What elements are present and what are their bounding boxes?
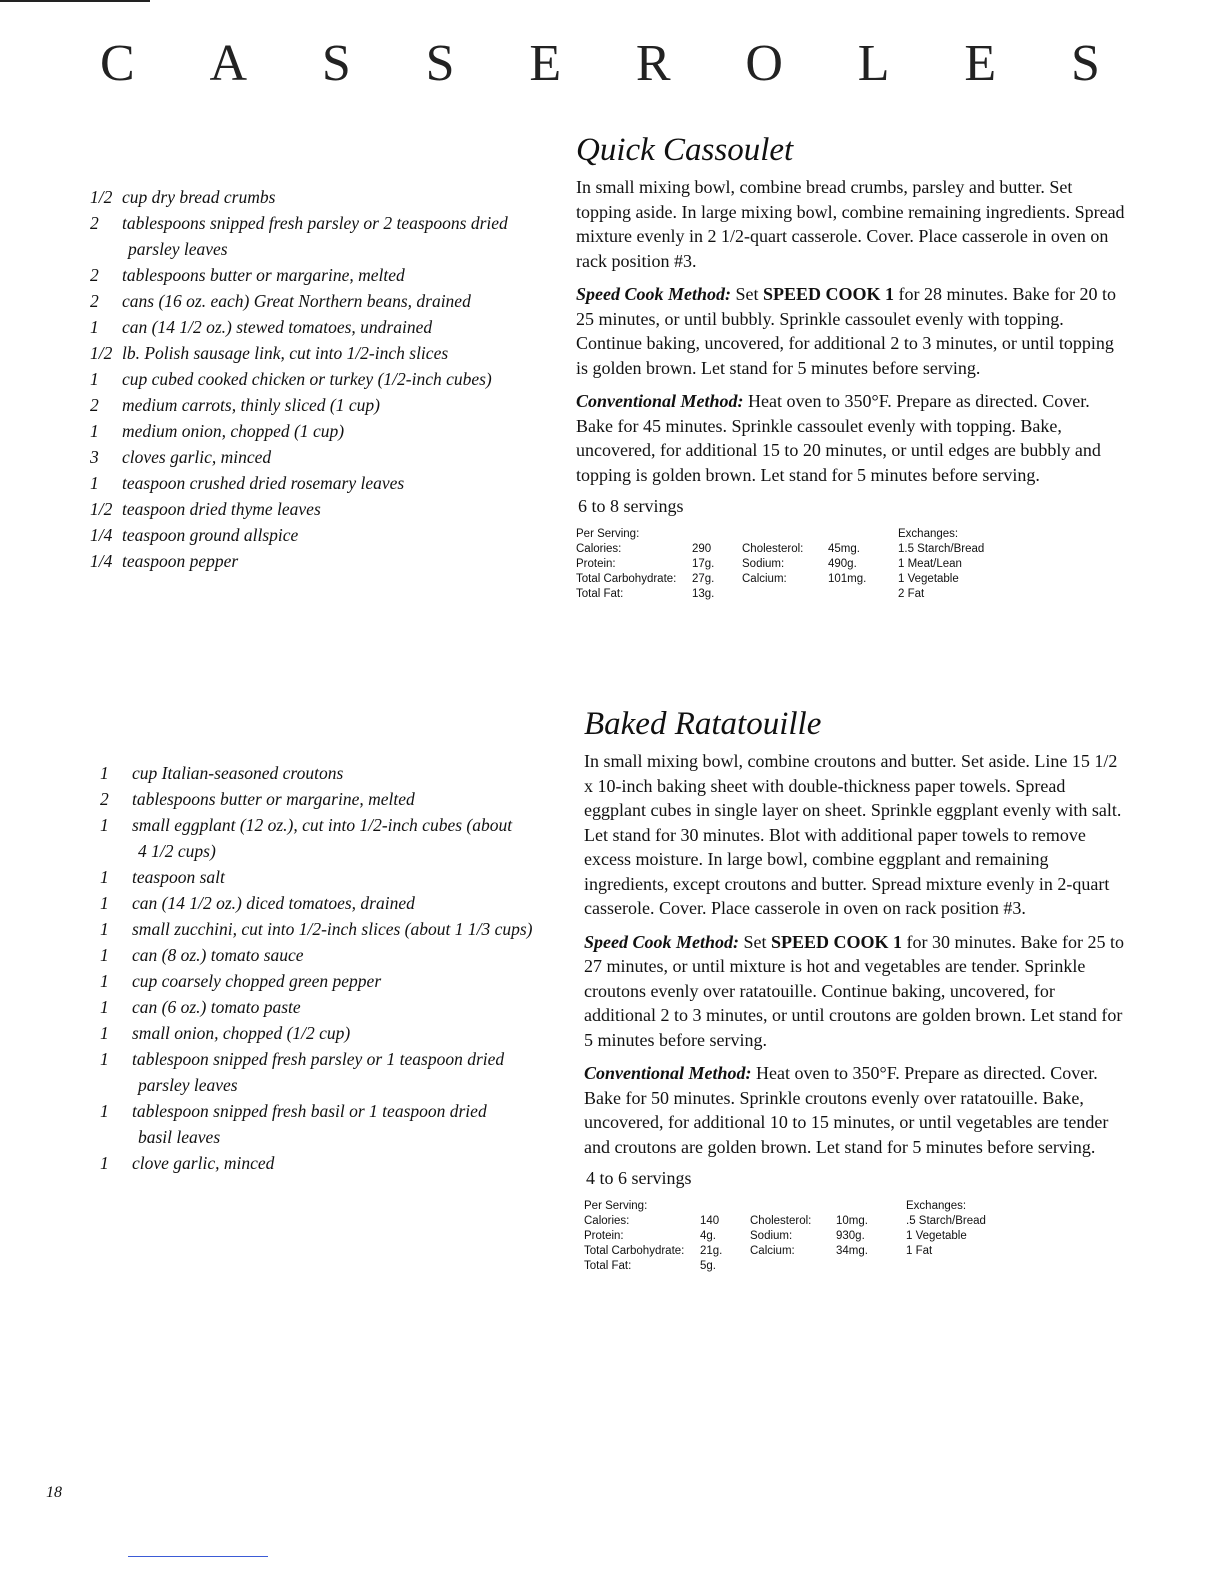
ingredient-continuation [100, 1124, 540, 1150]
nutrition-cell: 13g. [692, 588, 715, 600]
speed-cook-setting: SPEED COOK 1 [763, 284, 895, 304]
nutrition-cell: Protein: [584, 1230, 624, 1242]
ingredient-qty: 1 [90, 317, 99, 337]
ingredient-qty: 1/4 [90, 525, 113, 545]
ingredient-text: can (6 oz.) tomato paste [132, 997, 301, 1017]
ingredient-item [100, 1020, 540, 1046]
ingredient-qty: 1 [100, 919, 109, 939]
ingredient-text: teaspoon dried thyme leaves [122, 499, 321, 519]
ingredient-item [100, 994, 540, 1020]
nutrition-cell: 1.5 Starch/Bread [898, 543, 985, 555]
servings: 4 to 6 servings [586, 1168, 692, 1188]
nutrition-column [906, 1199, 986, 1259]
nutrition-cell [750, 1199, 811, 1214]
nutrition-cell [742, 527, 803, 542]
nutrition-cell: Total Carbohydrate: [584, 1245, 685, 1257]
ingredient-qty: 1 [100, 867, 109, 887]
nutrition-column [828, 527, 866, 587]
speed-cook-label: Speed Cook Method: [584, 931, 739, 952]
ingredient-qty: 1 [100, 945, 109, 965]
header-letter: E [964, 34, 997, 92]
ingredient-qty: 1 [100, 1101, 109, 1121]
ingredient-qty: 2 [90, 291, 99, 311]
ingredient-qty: 1 [90, 421, 99, 441]
nutrition-cell: 4g. [700, 1230, 716, 1242]
recipe-title: Baked Ratatouille [584, 706, 822, 742]
ingredient-qty: 2 [90, 213, 99, 233]
ingredient-item [100, 890, 540, 916]
ingredient-item [90, 522, 530, 548]
ingredient-text: can (14 1/2 oz.) diced tomatoes, drained [132, 893, 415, 913]
ingredient-qty: 1 [100, 1049, 109, 1069]
ingredient-text: small eggplant (12 oz.), cut into 1/2-inch cubes (about [132, 815, 513, 835]
ingredient-qty: 2 [90, 395, 99, 415]
nutrition-cell: 27g. [692, 573, 715, 585]
recipe-cassoulet [576, 132, 1126, 603]
ingredient-text-cont: parsley leaves [128, 239, 228, 259]
nutrition-cell: Total Carbohydrate: [576, 573, 677, 585]
nutrition-cell: 101mg. [828, 573, 867, 585]
ingredient-qty: 1 [100, 763, 109, 783]
ingredient-qty: 1 [90, 369, 99, 389]
ingredient-list-cassoulet [90, 184, 530, 574]
ingredient-text: teaspoon crushed dried rosemary leaves [122, 473, 405, 493]
nutrition-cell: Calcium: [742, 573, 787, 585]
nutrition-cell: 490g. [828, 558, 857, 570]
header-letter: C [100, 34, 135, 92]
nutrition-cell: Per Serving: [576, 528, 640, 540]
nutrition-cell: Total Fat: [584, 1260, 632, 1272]
speed-cook-label: Speed Cook Method: [576, 284, 731, 304]
ingredient-text: teaspoon salt [132, 867, 225, 887]
nutrition-cell [836, 1199, 868, 1214]
ingredient-continuation [90, 236, 530, 262]
ingredient-item [90, 418, 530, 444]
ingredient-text: tablespoons butter or margarine, melted [122, 265, 405, 285]
nutrition-cell [700, 1199, 722, 1214]
ingredient-qty: 1/4 [90, 551, 113, 571]
ingredient-qty: 1 [100, 815, 109, 835]
page-number: 18 [46, 1484, 62, 1501]
ingredient-qty: 1 [100, 997, 109, 1017]
nutrition-column [742, 527, 803, 587]
ingredient-text-cont: parsley leaves [138, 1075, 238, 1095]
ingredient-text: lb. Polish sausage link, cut into 1/2-inch slices [122, 343, 449, 363]
servings: 6 to 8 servings [578, 496, 684, 516]
conventional-method [576, 389, 1126, 487]
nutrition-cell: Sodium: [742, 558, 785, 570]
nutrition-cell: Total Fat: [576, 588, 624, 600]
ingredient-text: teaspoon pepper [122, 551, 239, 571]
nutrition-cell: 930g. [836, 1230, 865, 1242]
ingredient-item [100, 1150, 540, 1176]
nutrition-cell: Cholesterol: [742, 543, 804, 555]
ingredient-qty: 2 [90, 265, 99, 285]
ingredient-text: cans (16 oz. each) Great Northern beans, drained [122, 291, 471, 311]
speed-cook-method [584, 930, 1129, 1053]
header-letter: O [745, 34, 783, 92]
nutrition-cell: 1 Meat/Lean [898, 558, 962, 570]
ingredient-qty: 1 [100, 1023, 109, 1043]
recipe-intro: In small mixing bowl, combine croutons and butter. Set aside. Line 15 1/2 x 10-inch baking sheet with double-thickness paper towels. Spread eggplant cubes in single layer on sheet. Sprinkle eggplant evenly with salt. Let stand for 30 minutes. Blot with additional paper towels to remove excess moisture. In large bowl, combine eggplant and remaining ingredients, except croutons and butter. Spread mixture evenly in 2-quart casserole. Cover. Place casserole in oven on rack position #3. [584, 751, 1122, 918]
ingredient-item [100, 786, 540, 812]
ingredient-list-ratatouille [100, 760, 540, 1176]
conventional-method [584, 1061, 1129, 1159]
ingredient-item [90, 496, 530, 522]
nutrition-cell: Per Serving: [584, 1200, 648, 1212]
ingredient-text: medium onion, chopped (1 cup) [122, 421, 345, 441]
nutrition-cell: Sodium: [750, 1230, 793, 1242]
ingredient-text: clove garlic, minced [132, 1153, 275, 1173]
ingredient-item [90, 262, 530, 288]
ingredient-qty: 3 [90, 447, 99, 467]
speed-cook-pre: Set [743, 931, 767, 952]
nutrition-cell: Cholesterol: [750, 1215, 812, 1227]
ingredient-text-cont: basil leaves [138, 1127, 221, 1147]
section-header [100, 28, 1100, 98]
ingredient-item [90, 210, 530, 236]
header-letter: L [857, 34, 890, 92]
ingredient-item [100, 812, 540, 838]
ingredient-item [100, 1046, 540, 1072]
ingredient-qty: 1 [90, 473, 99, 493]
ingredient-text: tablespoon snipped fresh parsley or 1 teaspoon dried [132, 1049, 505, 1069]
nutrition-cell: 1 Vegetable [906, 1230, 967, 1242]
nutrition-cell: Calories: [576, 543, 622, 555]
nutrition-cell: Exchanges: [906, 1200, 967, 1212]
ingredient-qty: 1/2 [90, 343, 113, 363]
nutrition-table [576, 527, 1126, 603]
ingredient-item [90, 314, 530, 340]
ingredient-text: small onion, chopped (1/2 cup) [132, 1023, 351, 1043]
speed-cook-pre: Set [735, 284, 759, 304]
ingredient-text: cup coarsely chopped green pepper [132, 971, 382, 991]
ingredient-text: cloves garlic, minced [122, 447, 272, 467]
ingredient-item [100, 1098, 540, 1124]
conventional-label: Conventional Method: [584, 1063, 752, 1083]
nutrition-column [584, 1199, 684, 1274]
conventional-text: Heat oven to 350°F. Prepare as directed. Cover. Bake for 45 minutes. Sprinkle cassoulet evenly with topping. Bake, uncovered, for additional 15 to 20 minutes, or until edges are bubbly and topping is golden brown. Let stand for 5 minutes before serving. [576, 391, 1101, 485]
ingredient-item [100, 968, 540, 994]
ingredient-item [90, 548, 530, 574]
speed-cook-setting: SPEED COOK 1 [771, 931, 903, 952]
ingredient-continuation [100, 838, 540, 864]
nutrition-cell: .5 Starch/Bread [906, 1215, 986, 1227]
ingredient-continuation [100, 1072, 540, 1098]
conventional-label: Conventional Method: [576, 391, 744, 411]
ingredient-qty: 1/2 [90, 499, 113, 519]
ingredient-text: cup cubed cooked chicken or turkey (1/2-inch cubes) [122, 369, 492, 389]
top-rule [0, 0, 150, 2]
ingredient-item [100, 864, 540, 890]
nutrition-cell [692, 527, 714, 542]
nutrition-cell: 290 [692, 543, 712, 555]
ingredient-qty: 1 [100, 1153, 109, 1173]
ingredient-text: teaspoon ground allspice [122, 525, 299, 545]
nutrition-cell [828, 527, 866, 542]
ingredient-text: small zucchini, cut into 1/2-inch slices (about 1 1/3 cups) [132, 919, 533, 939]
recipe-title: Quick Cassoulet [576, 132, 794, 168]
ingredient-item [90, 444, 530, 470]
ingredient-qty: 1 [100, 971, 109, 991]
recipe-ratatouille [584, 706, 1129, 1275]
ingredient-text: tablespoon snipped fresh basil or 1 teaspoon dried [132, 1101, 487, 1121]
nutrition-cell: 17g. [692, 558, 715, 570]
nutrition-cell: 10mg. [836, 1215, 868, 1227]
header-letter: S [425, 34, 455, 92]
speed-cook-method [576, 282, 1126, 380]
nutrition-column [700, 1199, 722, 1274]
speed-cook-text: for 30 minutes. Bake for 25 to 27 minutes, or until mixture is hot and vegetables are tender. Sprinkle croutons evenly over ratatouille. Continue baking, uncovered, for additional 2 to 3 minutes, or until croutons are golden brown. Let stand for 5 minutes before serving. [584, 931, 1125, 1050]
ingredient-text: can (8 oz.) tomato sauce [132, 945, 304, 965]
ingredient-text: tablespoons butter or margarine, melted [132, 789, 415, 809]
ingredient-text: medium carrots, thinly sliced (1 cup) [122, 395, 380, 415]
recipe-intro: In small mixing bowl, combine bread crumbs, parsley and butter. Set topping aside. In large mixing bowl, combine remaining ingredients. Spread mixture evenly in 2 1/2-quart casserole. Cover. Place casserole in oven on rack position #3. [576, 177, 1125, 271]
nutrition-column [576, 527, 676, 602]
ingredient-item [100, 916, 540, 942]
ingredient-text: cup dry bread crumbs [122, 187, 276, 207]
nutrition-cell: 1 Vegetable [898, 573, 959, 585]
nutrition-cell: Exchanges: [898, 528, 959, 540]
ingredient-qty: 1/2 [90, 187, 113, 207]
ingredient-text: cup Italian-seasoned croutons [132, 763, 344, 783]
nutrition-cell: 140 [700, 1215, 720, 1227]
header-letter: R [635, 34, 671, 92]
nutrition-table [584, 1199, 1129, 1275]
header-letter: S [1070, 34, 1100, 92]
speed-cook-text: for 28 minutes. Bake for 20 to 25 minutes, or until bubbly. Sprinkle cassoulet evenly with topping. Continue baking, uncovered, for additional 2 to 3 minutes, or until topping is golden brown. Let stand for 5 minutes before serving. [576, 284, 1117, 378]
nutrition-column [750, 1199, 811, 1259]
ingredient-item [90, 288, 530, 314]
ingredient-item [90, 392, 530, 418]
nutrition-column [692, 527, 714, 602]
ingredient-text: tablespoons snipped fresh parsley or 2 teaspoons dried [122, 213, 508, 233]
ingredient-item [90, 366, 530, 392]
ingredient-text: can (14 1/2 oz.) stewed tomatoes, undrained [122, 317, 433, 337]
nutrition-cell: Calories: [584, 1215, 630, 1227]
ingredient-text-cont: 4 1/2 cups) [138, 841, 216, 861]
conventional-text: Heat oven to 350°F. Prepare as directed. Cover. Bake for 50 minutes. Sprinkle croutons evenly over ratatouille. Bake, uncovered, for additional 10 to 15 minutes, or until vegetables are tender and croutons are golden brown. Let stand for 5 minutes before serving. [584, 1063, 1109, 1157]
nutrition-cell: 5g. [700, 1260, 716, 1272]
nutrition-cell: Calcium: [750, 1245, 795, 1257]
nutrition-cell: 21g. [700, 1245, 723, 1257]
nutrition-cell: 34mg. [836, 1245, 868, 1257]
header-letter: E [529, 34, 562, 92]
ingredient-item [100, 942, 540, 968]
ingredient-item [90, 184, 530, 210]
ingredient-item [90, 470, 530, 496]
ingredient-item [100, 760, 540, 786]
header-letter: S [321, 34, 351, 92]
nutrition-column [898, 527, 984, 602]
nutrition-cell: 45mg. [828, 543, 860, 555]
nutrition-column [836, 1199, 868, 1259]
nutrition-cell: 1 Fat [906, 1245, 933, 1257]
nutrition-cell: Protein: [576, 558, 616, 570]
ingredient-qty: 1 [100, 893, 109, 913]
nutrition-cell: 2 Fat [898, 588, 925, 600]
bottom-rule [128, 1556, 268, 1557]
ingredient-item [90, 340, 530, 366]
ingredient-qty: 2 [100, 789, 109, 809]
header-letter: A [209, 34, 248, 92]
